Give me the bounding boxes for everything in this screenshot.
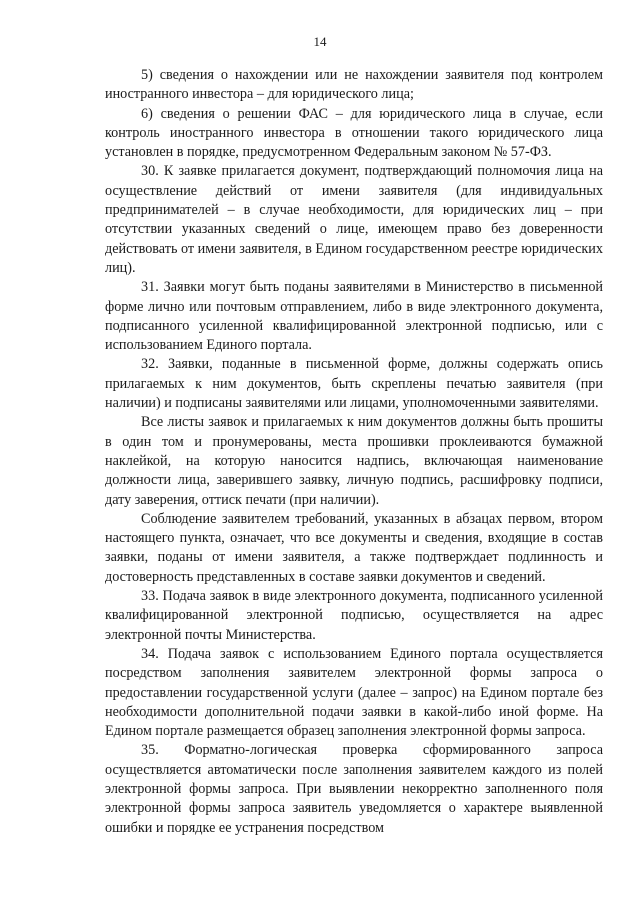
paragraph-30: 30. К заявке прилагается документ, подтверждающий полномочия лица на осуществление действий от имени заявителя (для индивидуальных предпринимателей – в случае необходимости, для юридических лиц – при отсутствии указанных сведений о лице, имеющем право без доверенности действовать от имени заявителя, в Едином государственном реестре юридических лиц). [105, 163, 603, 276]
page-number: 14 [313, 34, 327, 49]
paragraph-35: 35. Форматно-логическая проверка сформированного запроса осуществляется автоматически после заполнения заявителем каждого из полей электронной формы запроса. При выявлении некорректно заполненного поля электронной формы запроса заявитель уведомляется о характере выявленной ошибки и порядке ее устранения посредством [105, 742, 603, 836]
paragraph-6: 6) сведения о решении ФАС – для юридического лица в случае, если контроль иностранного инвестора в отношении такого юридического лица установлен в порядке, предусмотренном Федеральным законом № 57-ФЗ. [105, 105, 603, 161]
paragraph-31: 31. Заявки могут быть поданы заявителями в Министерство в письменной форме лично или почтовым отправлением, либо в виде электронного документа, подписанного усиленной квалифицированной электронной подписью, или с использованием Единого портала. [105, 279, 603, 354]
paragraph-32-compliance: Соблюдение заявителем требований, указанных в абзацах первом, втором настоящего пункта, означает, что все документы и сведения, входящие в состав заявки, поданы от имени заявителя, а также подтверждает подлинность и достоверность представленных в составе заявки документов и сведений. [105, 510, 603, 585]
paragraph-33: 33. Подача заявок в виде электронного документа, подписанного усиленной квалифицированной электронной подписью, осуществляется на адрес электронной почты Министерства. [105, 588, 603, 643]
paragraph-32-sheets: Все листы заявок и прилагаемых к ним документов должны быть прошиты в один том и пронумерованы, места прошивки проклеиваются бумажной наклейкой, на которую наносится надпись, включающая наименование должности лица, заверившего заявку, личную подпись, расшифровку подписи, дату заверения, оттиск печати (при наличии). [105, 414, 603, 508]
paragraph-5: 5) сведения о нахождении или не нахождении заявителя под контролем иностранного инвестора – для юридического лица; [105, 67, 603, 103]
paragraph-32: 32. Заявки, поданные в письменной форме, должны содержать опись прилагаемых к ним документов, быть скреплены печатью заявителя (при наличии) и подписаны заявителями или лицами, уполномоченными заявителями. [105, 356, 603, 412]
paragraph-34: 34. Подача заявок с использованием Единого портала осуществляется посредством заполнения заявителем электронной формы запроса о предоставлении государственной услуги (далее – запрос) на Едином портале без необходимости дополнительной подачи заявки в какой-либо иной форме. На Едином портале размещается образец заполнения электронной формы запроса. [105, 645, 603, 740]
document-body [105, 66, 603, 838]
